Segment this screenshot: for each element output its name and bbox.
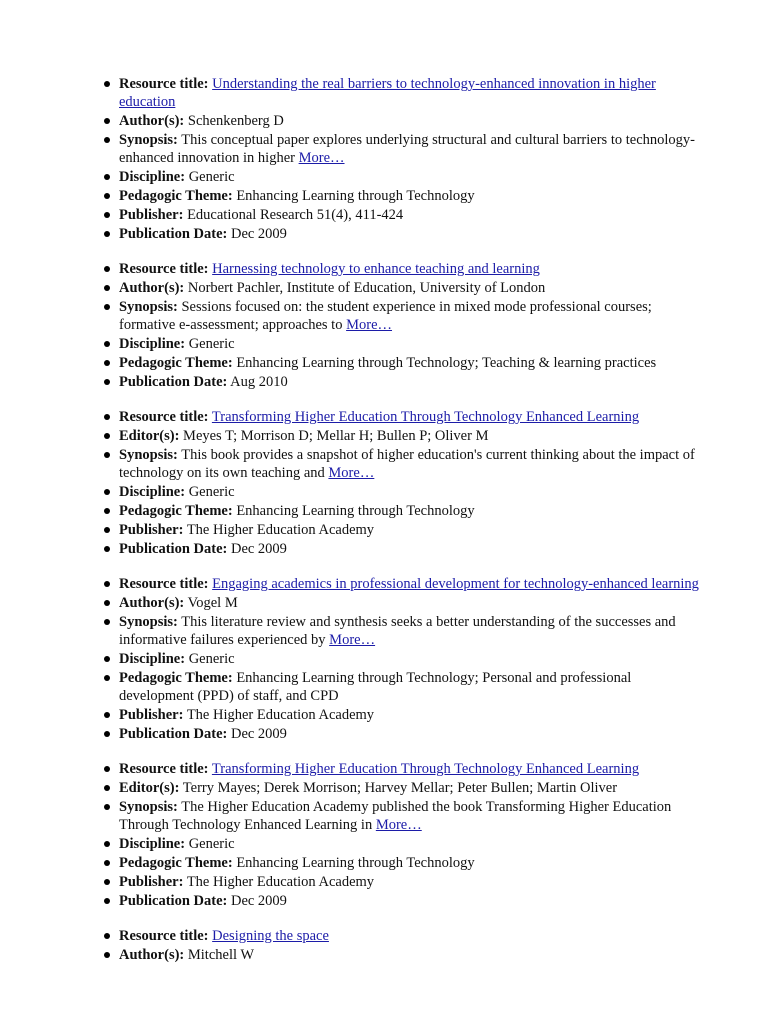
resource-field: [119, 225, 709, 243]
field-label: Pedagogic Theme:: [119, 670, 233, 686]
field-value: Terry Mayes; Derek Morrison; Harvey Mellar; Peter Bullen; Martin Oliver: [182, 780, 618, 796]
field-value: Enhancing Learning through Technology: [236, 188, 475, 204]
field-label: Resource title:: [119, 576, 209, 592]
field-value: Dec 2009: [230, 893, 287, 909]
resource-field: [119, 946, 709, 964]
resource-field: [119, 335, 709, 353]
field-label: Resource title:: [119, 261, 209, 277]
resource-title-link[interactable]: Harnessing technology to enhance teaching and learning: [212, 261, 540, 277]
resource-field: [119, 873, 709, 891]
resource-title-link[interactable]: Engaging academics in professional development for technology-enhanced learning: [212, 576, 699, 592]
field-label: Publisher:: [119, 874, 184, 890]
resource-field: [119, 502, 709, 520]
field-value: Enhancing Learning through Technology; Personal and professional development (PPD) of staff, and CPD: [119, 670, 632, 704]
field-label: Pedagogic Theme:: [119, 188, 233, 204]
resource-field: [119, 112, 709, 130]
resource-field: [119, 206, 709, 224]
field-value: Educational Research 51(4), 411-424: [187, 207, 404, 223]
resource-field: [119, 373, 709, 391]
field-value: Enhancing Learning through Technology: [236, 503, 475, 519]
field-value: This conceptual paper explores underlying structural and cultural barriers to technology-enhanced innovation in higher: [119, 132, 695, 166]
resource-field: [119, 540, 709, 558]
resource-field: [119, 131, 709, 167]
resource-title-link[interactable]: Understanding the real barriers to technology-enhanced innovation in higher education: [119, 76, 656, 110]
field-value: Enhancing Learning through Technology; Teaching & learning practices: [236, 355, 657, 371]
resource-field: [119, 613, 709, 649]
field-label: Publication Date:: [119, 893, 228, 909]
resource-field: [119, 854, 709, 872]
field-label: Pedagogic Theme:: [119, 355, 233, 371]
resource-field: [119, 779, 709, 797]
field-value: Norbert Pachler, Institute of Education, University of London: [187, 280, 546, 296]
resource-field: [119, 483, 709, 501]
field-label: Synopsis:: [119, 614, 178, 630]
resource-title-link[interactable]: Designing the space: [212, 928, 329, 944]
field-label: Publisher:: [119, 522, 184, 538]
resource-field: [119, 354, 709, 372]
field-label: Resource title:: [119, 76, 209, 92]
field-value: The Higher Education Academy: [186, 522, 375, 538]
field-value: This literature review and synthesis seeks a better understanding of the successes and informative failures experienced by: [119, 614, 676, 648]
resource-field: [119, 446, 709, 482]
field-value: Dec 2009: [230, 226, 287, 242]
resource-field: [119, 725, 709, 743]
field-value: Dec 2009: [230, 726, 287, 742]
resource-field: [119, 427, 709, 445]
resource-entry: [0, 575, 768, 743]
field-label: Editor(s):: [119, 780, 180, 796]
resource-field: [119, 594, 709, 612]
resource-field: [119, 706, 709, 724]
field-label: Pedagogic Theme:: [119, 503, 233, 519]
field-value: Mitchell W: [187, 947, 255, 963]
field-label: Publisher:: [119, 707, 184, 723]
field-value: Vogel M: [187, 595, 238, 611]
resource-field: [119, 408, 709, 426]
field-value: The Higher Education Academy: [186, 707, 375, 723]
field-label: Synopsis:: [119, 299, 178, 315]
resource-field: [119, 650, 709, 668]
field-value: Generic: [188, 836, 235, 852]
resource-field: [119, 798, 709, 834]
field-label: Publication Date:: [119, 374, 228, 390]
resource-field: [119, 760, 709, 778]
resource-field: [119, 187, 709, 205]
field-label: Resource title:: [119, 928, 209, 944]
field-label: Author(s):: [119, 595, 185, 611]
more-link[interactable]: More…: [328, 465, 375, 481]
more-link[interactable]: More…: [298, 150, 345, 166]
field-label: Discipline:: [119, 169, 186, 185]
more-link[interactable]: More…: [375, 817, 422, 833]
resource-field: [119, 298, 709, 334]
resource-field: [119, 168, 709, 186]
resource-field: [119, 575, 709, 593]
field-label: Synopsis:: [119, 132, 178, 148]
field-label: Editor(s):: [119, 428, 180, 444]
resource-entry: [0, 760, 768, 910]
field-value: Generic: [188, 169, 235, 185]
resource-field: [119, 279, 709, 297]
field-label: Discipline:: [119, 484, 186, 500]
field-label: Publication Date:: [119, 226, 228, 242]
field-value: Schenkenberg D: [187, 113, 284, 129]
field-value: This book provides a snapshot of higher education's current thinking about the impact of technology on its own teaching and: [119, 447, 695, 481]
resource-title-link[interactable]: Transforming Higher Education Through Technology Enhanced Learning: [211, 409, 640, 425]
field-label: Publication Date:: [119, 541, 228, 557]
resource-field: [119, 835, 709, 853]
resource-entry: [0, 260, 768, 391]
field-value: The Higher Education Academy published the book Transforming Higher Education Through Technology Enhanced Learning in: [119, 799, 672, 833]
field-label: Resource title:: [119, 409, 209, 425]
field-value: Aug 2010: [230, 374, 288, 390]
resource-entry: [0, 927, 768, 964]
resource-field: [119, 669, 709, 705]
field-value: Dec 2009: [230, 541, 287, 557]
field-label: Author(s):: [119, 113, 185, 129]
field-label: Author(s):: [119, 280, 185, 296]
more-link[interactable]: More…: [346, 317, 393, 333]
field-label: Discipline:: [119, 836, 186, 852]
field-label: Resource title:: [119, 761, 209, 777]
field-value: Generic: [188, 484, 235, 500]
field-value: Sessions focused on: the student experience in mixed mode professional courses; formative e-assessment; approaches to: [119, 299, 652, 333]
resource-entry: [0, 75, 768, 243]
field-value: Generic: [188, 336, 235, 352]
resource-field: [119, 260, 709, 278]
field-label: Synopsis:: [119, 447, 178, 463]
field-value: Enhancing Learning through Technology: [236, 855, 475, 871]
field-label: Publisher:: [119, 207, 184, 223]
field-label: Discipline:: [119, 336, 186, 352]
field-value: Meyes T; Morrison D; Mellar H; Bullen P; Oliver M: [183, 428, 489, 444]
resource-field: [119, 927, 709, 945]
resource-title-link[interactable]: Transforming Higher Education Through Technology Enhanced Learning: [211, 761, 640, 777]
field-label: Synopsis:: [119, 799, 178, 815]
field-label: Discipline:: [119, 651, 186, 667]
field-value: Generic: [188, 651, 235, 667]
more-link[interactable]: More…: [329, 632, 376, 648]
resource-field: [119, 521, 709, 539]
resource-entry: [0, 408, 768, 558]
resource-field: [119, 75, 709, 111]
field-label: Author(s):: [119, 947, 185, 963]
field-label: Publication Date:: [119, 726, 228, 742]
field-value: The Higher Education Academy: [186, 874, 375, 890]
field-label: Pedagogic Theme:: [119, 855, 233, 871]
resource-field: [119, 892, 709, 910]
